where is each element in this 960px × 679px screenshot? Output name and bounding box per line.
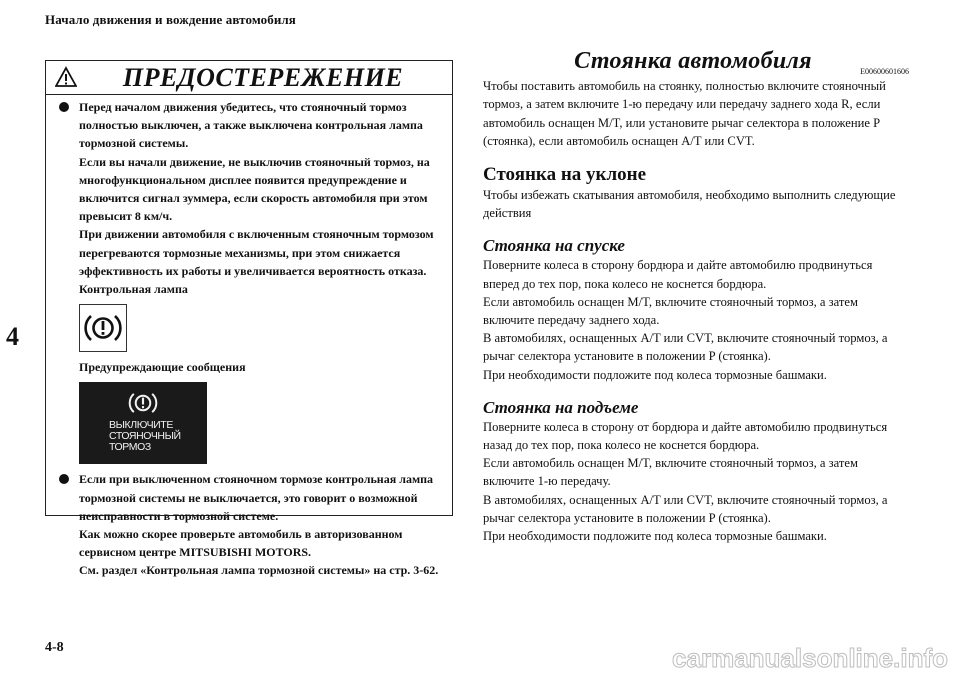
display-message-line: ВЫКЛЮЧИТЕ — [109, 419, 173, 432]
messages-label: Предупреждающие сообщения — [79, 360, 246, 375]
display-message-box — [79, 382, 207, 464]
watermark — [610, 643, 950, 673]
slope-heading: Стоянка на уклоне — [483, 164, 647, 186]
warning-box — [45, 60, 453, 578]
display-message-line: ТОРМОЗ — [109, 441, 151, 454]
slope-text: Чтобы избежать скатывания автомобиля, необходимо выполнить следующие действия — [483, 188, 896, 221]
brake-warning-display-icon — [127, 390, 159, 416]
parking-section — [483, 48, 909, 545]
parking-intro: Чтобы поставить автомобиль на стоянку, полностью включите стояночный тормоз, а затем включите 1-ю передачу или передачу заднего хода R, если автомобиль оснащен M/T, или установите рычаг селектора в положение P (стоянка), если автомобиль оснащен A/T или CVT. — [483, 79, 886, 148]
warning-bullet-1 — [59, 98, 442, 470]
running-head: Начало движения и вождение автомобиля — [45, 12, 296, 27]
downhill-heading: Стоянка на спуске — [483, 236, 625, 256]
display-message-text — [109, 420, 181, 453]
warning-body — [46, 95, 452, 580]
display-message-line: СТОЯНОЧНЫЙ — [109, 430, 181, 443]
bullet-dot-icon — [59, 474, 69, 484]
warning-bullet-1-line: Если вы начали движение, не выключив стояночный тормоз, на многофункциональном дисплее появится предупреждение и включится сигнал зуммера, если скорость автомобиля при этом превысит 8 км/ч. — [79, 154, 430, 224]
uphill-text — [483, 418, 903, 545]
section-title: Стоянка автомобиля — [574, 48, 812, 74]
watermark-text: carmanualsonline.info — [672, 643, 948, 673]
bullet-dot-icon — [59, 102, 69, 112]
uphill-line: В автомобилях, оснащенных A/T или CVT, включите стояночный тормоз, а рычаг селектора установите в положении P (стоянка). — [483, 492, 888, 525]
downhill-line: В автомобилях, оснащенных A/T или CVT, включите стояночный тормоз, а рычаг селектора установите в положении P (стоянка). — [483, 331, 888, 364]
warning-bullet-1-line: При движении автомобиля с включенным стояночным тормозом перегреваются тормозные механизмы, при этом снижается эффективность их работы и увеличивается вероятность отказа. — [79, 227, 434, 278]
warning-bullet-2 — [59, 470, 442, 579]
chapter-tab: 4 — [6, 322, 19, 351]
downhill-text — [483, 256, 903, 383]
uphill-line: Если автомобиль оснащен M/T, включите стояночный тормоз, а затем включите 1-ю передачу. — [483, 456, 858, 489]
warning-bullet-1-line: Перед началом движения убедитесь, что стояночный тормоз полностью выключен, а также выключена контрольная лампа тормозной системы. — [79, 100, 423, 151]
warning-title: ПРЕДОСТЕРЕЖЕНИЕ — [122, 62, 404, 92]
section-code: E00600601606 — [860, 67, 909, 77]
uphill-line: При необходимости подложите под колеса тормозные башмаки. — [483, 529, 827, 544]
downhill-line: Если автомобиль оснащен M/T, включите стояночный тормоз, а затем включите передачу заднего хода. — [483, 294, 858, 328]
brake-warning-lamp-icon — [83, 311, 123, 345]
downhill-line: Поверните колеса в сторону бордюра и дайте автомобилю продвинуться вперед до тех пор, пока колесо не коснется бордюра. — [483, 258, 873, 291]
downhill-line: При необходимости подложите под колеса тормозные башмаки. — [483, 367, 827, 382]
warning-triangle-icon — [55, 66, 77, 88]
brake-warning-lamp — [79, 304, 127, 352]
warning-bullet-2-line: Если при выключенном стояночном тормозе контрольная лампа тормозной системы не выключается, это говорит о возможной неисправности в тормозной системе. — [79, 472, 434, 523]
page-number: 4-8 — [45, 640, 64, 655]
warning-bullet-2-line: См. раздел «Контрольная лампа тормозной системы» на стр. 3-62. — [79, 563, 439, 578]
warning-header — [46, 61, 452, 95]
uphill-heading: Стоянка на подъеме — [483, 397, 639, 417]
lamp-label: Контрольная лампа — [79, 282, 188, 297]
uphill-line: Поверните колеса в сторону от бордюра и дайте автомобилю продвинуться назад до тех пор, пока колесо не коснется бордюра. — [483, 419, 888, 453]
warning-bullet-2-line: Как можно скорее проверьте автомобиль в авторизованном сервисном центре MITSUBISHI MOTORS. — [79, 527, 403, 560]
